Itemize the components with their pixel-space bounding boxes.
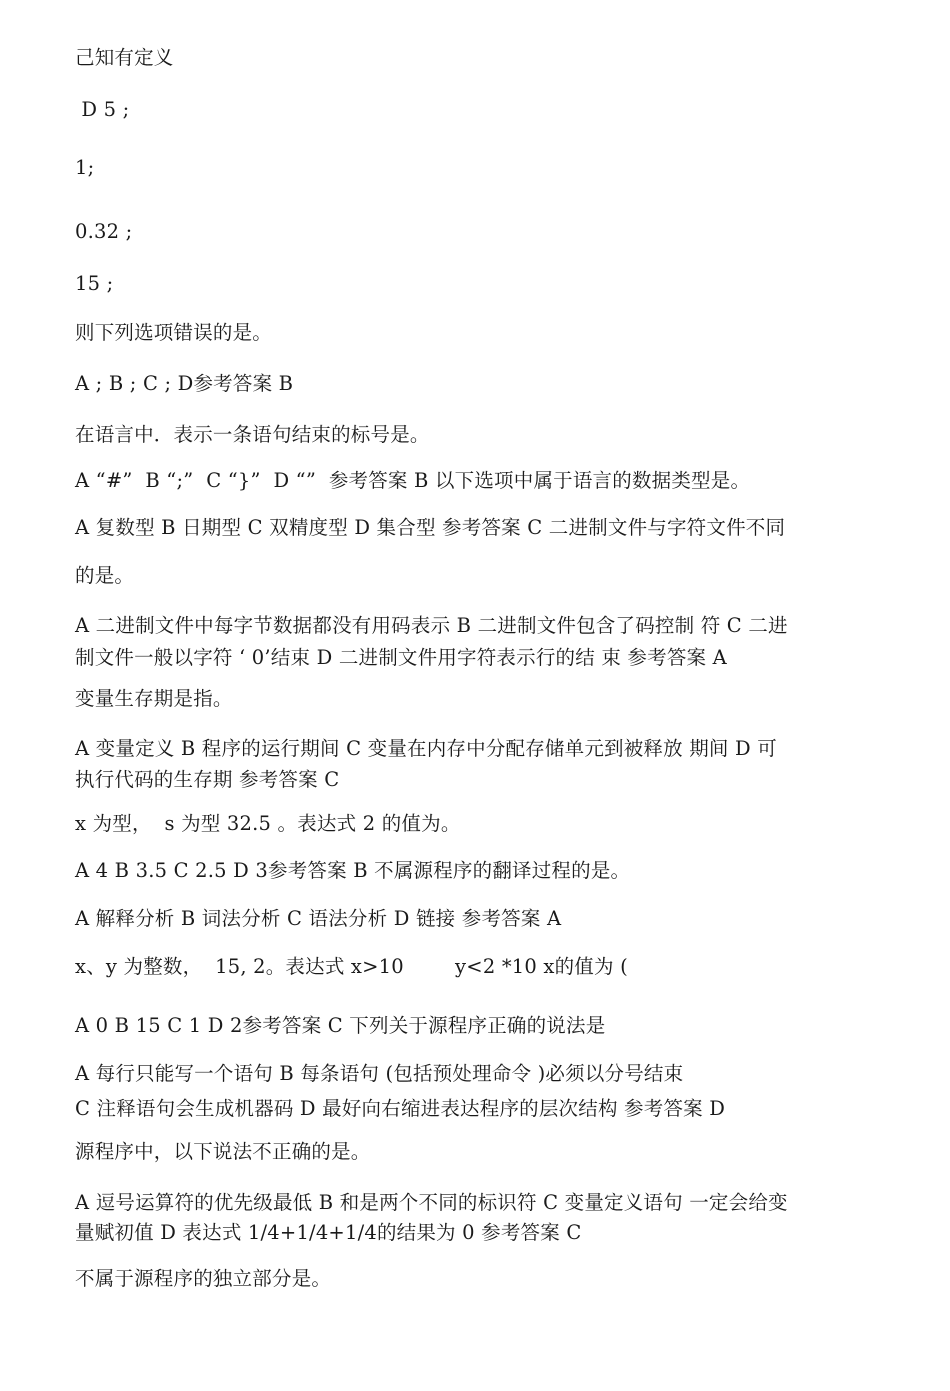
- text-line-13: 制文件一般以字符 ‘ 0’结束 D 二进制文件用字符表示行的结 束 参考答案 A: [75, 646, 727, 669]
- text-line-7: A ; B ; C ; D参考答案 B: [75, 372, 294, 395]
- text-line-11: 的是。: [75, 564, 135, 587]
- text-line-2: D 5 ;: [75, 98, 130, 121]
- text-line-4: 0.32 ;: [75, 220, 133, 243]
- text-line-19: A 解释分析 B 词法分析 C 语法分析 D 链接 参考答案 A: [75, 907, 562, 930]
- text-line-23: C 注释语句会生成机器码 D 最好向右缩进表达程序的层次结构 参考答案 D: [75, 1097, 726, 1120]
- text-line-12: A 二进制文件中每字节数据都没有用码表示 B 二进制文件包含了码控制 符 C 二进: [75, 614, 788, 637]
- text-line-26: 量赋初值 D 表达式 1/4+1/4+1/4的结果为 0 参考答案 C: [75, 1221, 582, 1244]
- text-line-22: A 每行只能写一个语句 B 每条语句 (包括预处理命令 )必须以分号结束: [75, 1062, 684, 1085]
- text-line-18: A 4 B 3.5 C 2.5 D 3参考答案 B 不属源程序的翻译过程的是。: [75, 859, 631, 882]
- text-line-20: x、y 为整数， 15, 2。表达式 x>10 y<2 *10 x的值为 (: [75, 955, 628, 978]
- text-line-27: 不属于源程序的独立部分是。: [75, 1267, 332, 1290]
- text-line-25: A 逗号运算符的优先级最低 B 和是两个不同的标识符 C 变量定义语句 一定会给变: [75, 1191, 788, 1214]
- text-line-15: A 变量定义 B 程序的运行期间 C 变量在内存中分配存储单元到被释放 期间 D 可: [75, 737, 777, 760]
- text-line-14: 变量生存期是指。: [75, 687, 233, 710]
- text-line-1: 己知有定义: [75, 46, 174, 69]
- text-line-16: 执行代码的生存期 参考答案 C: [75, 768, 340, 791]
- text-line-5: 15 ;: [75, 272, 114, 295]
- text-line-8: 在语言中．表示一条语句结束的标号是。: [75, 423, 430, 446]
- text-line-10: A 复数型 B 日期型 C 双精度型 D 集合型 参考答案 C 二进制文件与字符文件不同: [75, 516, 786, 539]
- text-line-17: x 为型， s 为型 32.5 。表达式 2 的值为。: [75, 812, 461, 835]
- text-line-9: A “#” B “;” C “}” D “” 参考答案 B 以下选项中属于语言的数据类型是。: [75, 469, 751, 492]
- text-line-24: 源程序中，以下说法不正确的是。: [75, 1140, 371, 1163]
- text-line-6: 则下列选项错误的是。: [75, 321, 273, 344]
- text-line-3: 1;: [75, 156, 95, 179]
- text-line-21: A 0 B 15 C 1 D 2参考答案 C 下列关于源程序正确的说法是: [75, 1014, 606, 1037]
